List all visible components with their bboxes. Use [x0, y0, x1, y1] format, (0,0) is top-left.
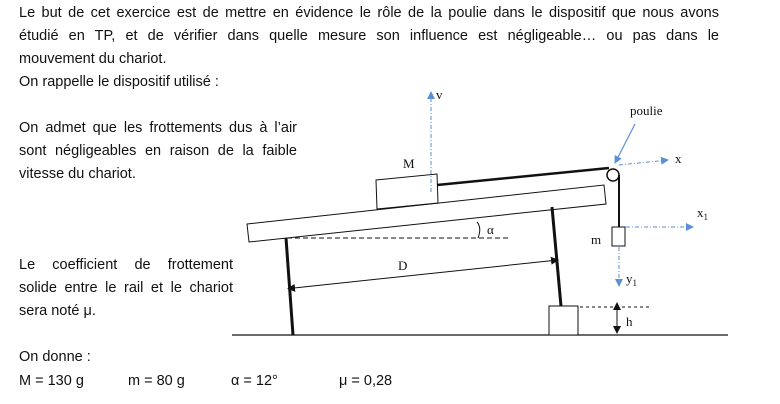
pulley-pointer-arrow	[615, 124, 635, 163]
air-friction-line-3: vitesse du chariot.	[19, 166, 136, 182]
axis-y1-label: $y_1$	[626, 271, 637, 288]
givens-heading: On donne :	[19, 349, 91, 365]
intro-line-2: étudié en TP, et de vérifier dans quelle mesure son influence est négligeable… ou pas dans le	[19, 28, 719, 44]
cart-M-label: M	[403, 156, 415, 171]
given-friction-mu: μ = 0,28	[339, 373, 393, 389]
friction-coef-line-2: solide entre le rail et le chariot	[19, 280, 233, 296]
cart-M	[376, 174, 438, 209]
pulley	[607, 169, 619, 181]
hanging-mass-label: m	[591, 232, 602, 247]
hanging-mass-m	[612, 227, 625, 246]
given-angle-alpha: α = 12°	[231, 373, 278, 389]
axis-x-arrow	[619, 160, 668, 165]
left-support-leg	[286, 238, 293, 335]
air-friction-line-2: sont négligeables en raison de la faible	[19, 143, 297, 159]
intro-line-1: Le but de cet exercice est de mettre en évidence le rôle de la poulie dans le dispositif que nous avons	[19, 5, 719, 21]
distance-D-label: D	[398, 258, 408, 273]
intro-line-4: On rappelle le dispositif utilisé :	[19, 74, 219, 90]
height-h-label: h	[626, 314, 633, 329]
axis-x1-label: $x_1$	[697, 205, 708, 222]
intro-line-3: mouvement du chariot.	[19, 51, 167, 67]
pulley-label: poulie	[630, 103, 663, 118]
right-support-leg	[552, 207, 561, 306]
angle-label: α	[487, 222, 494, 237]
air-friction-line-1: On admet que les frottements dus à l’air	[19, 120, 297, 136]
friction-coef-line-1: Le coefficient de frottement	[19, 257, 233, 273]
string-horizontal	[437, 168, 609, 185]
given-mass-M: M = 130 g	[19, 373, 84, 389]
support-block	[549, 306, 578, 335]
friction-coef-line-3: sera noté μ.	[19, 303, 96, 319]
axis-x-label: x	[675, 151, 682, 166]
distance-D-arrow	[294, 260, 558, 288]
angle-arc	[477, 222, 480, 238]
axis-v-label: v	[436, 87, 443, 102]
given-mass-m: m = 80 g	[128, 373, 185, 389]
